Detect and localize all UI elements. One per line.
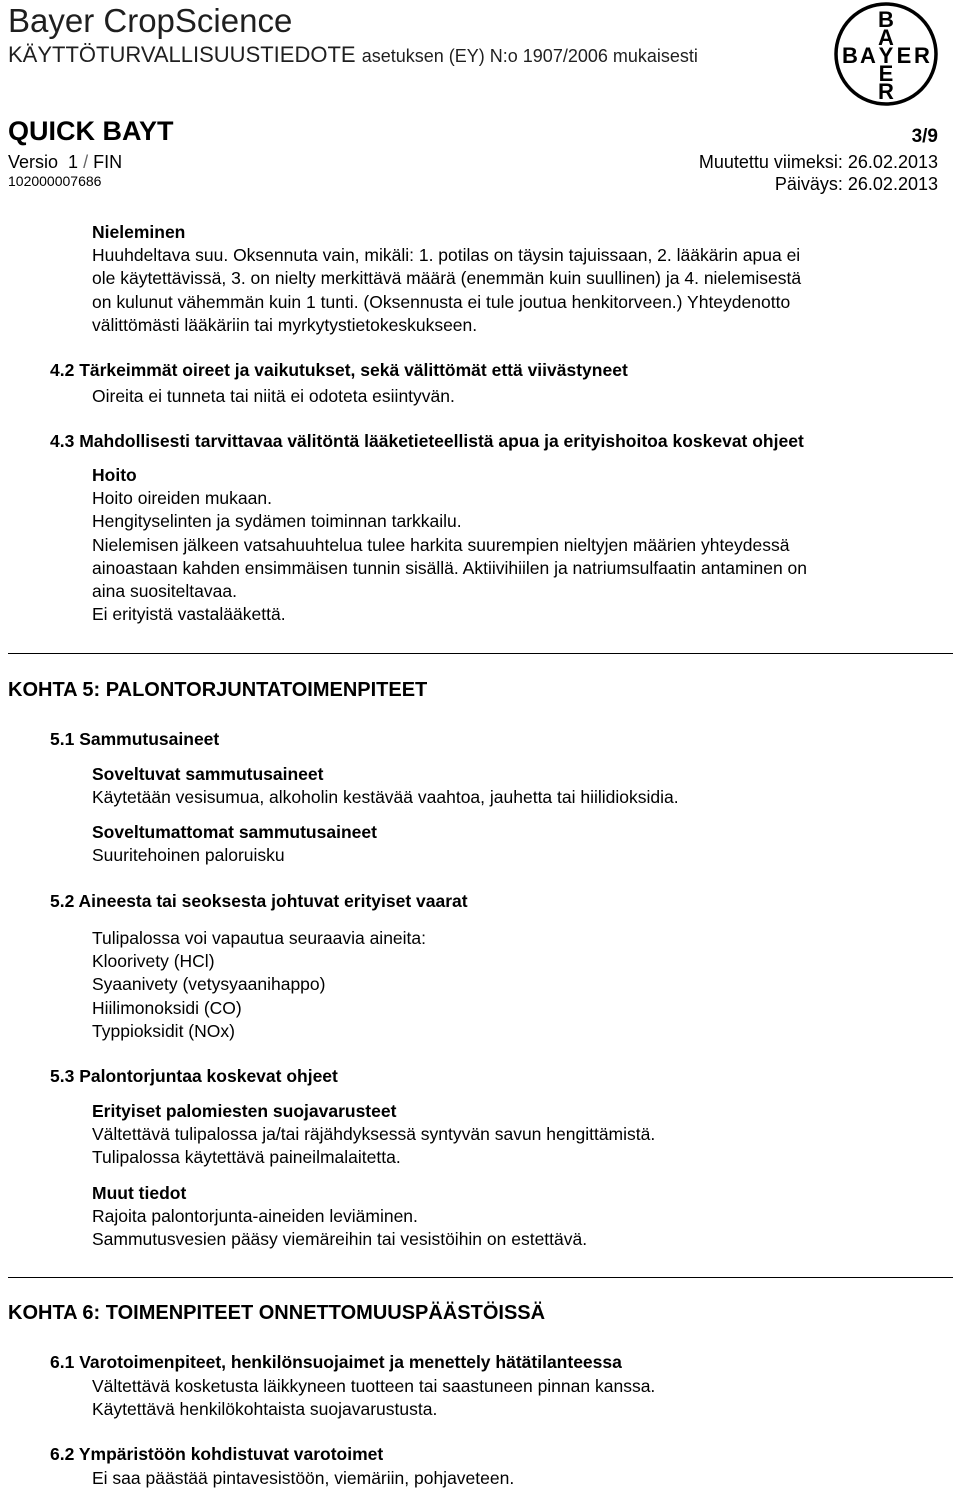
unsuitable-agents-title: Soveltumattomat sammutusaineet: [92, 822, 377, 842]
document-type-title: KÄYTTÖTURVALLISUUSTIEDOTE: [8, 42, 356, 67]
firefighter-equipment-line: Tulipalossa käytettävä paineilmalaitetta.: [92, 1147, 401, 1168]
logo-letter-a-vertical: A: [878, 25, 894, 50]
treatment-line: Ei erityistä vastalääkettä.: [92, 604, 286, 625]
ingestion-title: Nieleminen: [92, 222, 186, 242]
hazard-line: Typpioksidit (NOx): [92, 1020, 235, 1041]
kohta-5-title: KOHTA 5: PALONTORJUNTATOIMENPITEET: [8, 679, 428, 701]
section-6-2-title: 6.2 Ympäristöön kohdistuvat varotoimet: [50, 1444, 384, 1464]
logo-letter-a: A: [860, 43, 876, 68]
section-5-1-title: 5.1 Sammutusaineet: [50, 729, 220, 749]
version-label: Versio: [8, 152, 59, 172]
hazard-line: Tulipalossa voi vapautua seuraavia aineita:: [92, 928, 427, 948]
firefighter-equipment-title: Erityiset palomiesten suojavarusteet: [92, 1101, 397, 1121]
logo-letter-e-vertical: E: [878, 61, 894, 86]
logo-letter-b: B: [878, 7, 894, 32]
section-5-2-title: 5.2 Aineesta tai seoksesta johtuvat erityiset vaarat: [50, 891, 468, 911]
section-divider: [8, 1277, 953, 1278]
version-info: [8, 152, 122, 173]
treatment-line: Hoito oireiden mukaan.: [92, 488, 272, 509]
company-name: Bayer CropScience: [8, 2, 293, 39]
suitable-agents-title: Soveltuvat sammutusaineet: [92, 764, 324, 784]
logo-letter-e: E: [896, 43, 912, 68]
section-6-1-title: 6.1 Varotoimenpiteet, henkilönsuojaimet ja menettely hätätilanteessa: [50, 1352, 622, 1372]
hazard-line: Kloorivety (HCl): [92, 951, 215, 972]
section-5-3-title: 5.3 Palontorjuntaa koskevat ohjeet: [50, 1066, 338, 1086]
document-type: [8, 42, 698, 68]
page-number: 3/9: [911, 126, 938, 147]
logo-letter-b-horizontal: B: [842, 43, 858, 68]
treatment-line: Hengityselinten ja sydämen toiminnan tarkkailu.: [92, 511, 462, 532]
treatment-line: aina suositeltavaa.: [92, 581, 237, 602]
section-6-2-text: Ei saa päästää pintavesistöön, viemäriin, pohjaveteen.: [92, 1468, 515, 1488]
bayer-cross-logo: [830, 0, 942, 108]
document-date: Päiväys: 26.02.2013: [774, 174, 938, 194]
hazard-line: Syaanivety (vetysyaanihappo): [92, 974, 326, 995]
unsuitable-agents: [92, 821, 932, 867]
section-4-2-title: 4.2 Tärkeimmät oireet ja vaikutukset, sekä välittömät että viivästyneet: [50, 360, 628, 380]
section-5-2-body: [92, 927, 932, 1043]
section-4-3-title: 4.3 Mahdollisesti tarvittavaa välitöntä lääketieteellistä apua ja erityishoitoa koskevat ohjeet: [50, 431, 804, 451]
firefighter-equipment-line: Vältettävä tulipalossa ja/tai räjähdyksessä syntyvän savun hengittämistä.: [92, 1124, 656, 1145]
last-modified: Muutettu viimeksi: 26.02.2013: [698, 152, 938, 172]
other-info-title: Muut tiedot: [92, 1183, 187, 1203]
version-number: 1: [68, 152, 79, 172]
version-separator: /: [83, 152, 89, 172]
logo-letter-r: R: [914, 43, 930, 68]
section-6-1-body: [92, 1375, 932, 1421]
section-4-3-body: [92, 464, 932, 626]
suitable-agents: [92, 763, 932, 809]
treatment-line: ainoastaan kahden ensimmäisen tunnin sisällä. Aktiivihiilen ja natriumsulfaatin antaminen on: [92, 557, 808, 578]
version-language: FIN: [93, 152, 123, 172]
document-regulation: asetuksen (EY) N:o 1907/2006 mukaisesti: [361, 46, 698, 66]
treatment-line: Nielemisen jälkeen vatsahuuhtelua tulee harkita suurempien nieltyjen määrien yhteydessä: [92, 534, 790, 555]
firefighter-equipment: [92, 1100, 932, 1170]
other-info: [92, 1182, 932, 1252]
section-4-2-text: Oireita ei tunneta tai niitä ei odoteta esiintyvän.: [92, 386, 455, 406]
unsuitable-agents-text: Suuritehoinen paloruisku: [92, 845, 285, 866]
other-info-line: Sammutusvesien pääsy viemäreihin tai vesistöihin on estettävä.: [92, 1229, 588, 1250]
precaution-line: Käytettävä henkilökohtaista suojavarustusta.: [92, 1399, 438, 1420]
ingestion-line: ole käytettävissä, 3. on nielty merkittävä määrä (enemmän kuin suullinen) ja 4. nielemisestä: [92, 268, 802, 289]
other-info-line: Rajoita palontorjunta-aineiden leviäminen.: [92, 1206, 418, 1227]
logo-letter-y: Y: [878, 43, 894, 68]
ingestion-line: Huuhdeltava suu. Oksennuta vain, mikäli: 1. potilas on täysin tajuissaan, 2. lääkärin apua ei: [92, 245, 801, 266]
ingestion-line: on kulunut vähemmän kuin 1 tunti. (Oksennusta ei tule joutua henkitorveen.) Yhteydenotto: [92, 291, 791, 312]
kohta-6-title: KOHTA 6: TOIMENPITEET ONNETTOMUUSPÄÄSTÖISSÄ: [8, 1302, 546, 1324]
document-id: 102000007686: [8, 173, 102, 189]
section-divider: [8, 653, 953, 654]
logo-letter-r-vertical: R: [878, 79, 894, 104]
suitable-agents-text: Käytetään vesisumua, alkoholin kestävää vaahtoa, jauhetta tai hiilidioksidia.: [92, 787, 679, 808]
product-name: QUICK BAYT: [8, 116, 174, 146]
ingestion-line: välittömästi lääkäriin tai myrkytystietokeskukseen.: [92, 314, 478, 335]
ingestion-section: [92, 221, 932, 337]
treatment-title: Hoito: [92, 465, 137, 485]
precaution-line: Vältettävä kosketusta läikkyneen tuotteen tai saastuneen pinnan kanssa.: [92, 1376, 656, 1396]
hazard-line: Hiilimonoksidi (CO): [92, 997, 242, 1018]
